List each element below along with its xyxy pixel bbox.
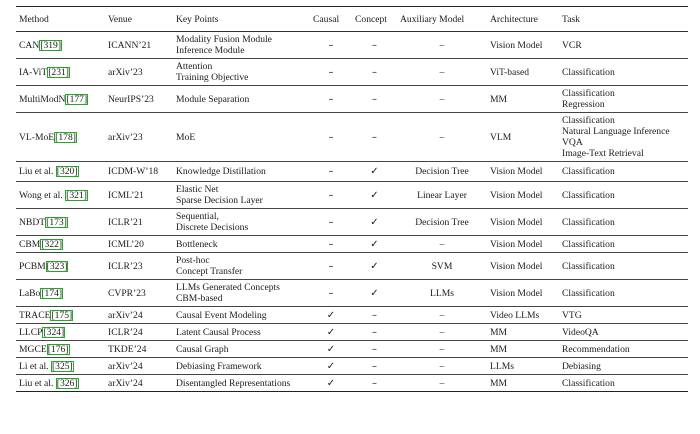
cell-key-points [173,236,310,253]
method-name: Wong et al. [19,189,66,201]
cell-auxiliary-model [397,341,487,358]
venue-text: arXiv’23 [108,66,143,78]
dash-mark: – [328,39,334,51]
task-line: Regression [562,99,605,110]
architecture-text: Vision Model [490,39,543,51]
table-row [16,162,688,182]
table-row [16,280,688,307]
venue-text: NeurIPS’23 [108,93,154,105]
method-name: TRACE [19,309,51,321]
cell-architecture [487,86,559,113]
check-icon: ✓ [370,189,379,201]
key-point-line: Elastic Net [176,184,219,195]
cell-causal [310,375,352,392]
cell-key-points [173,32,310,59]
citation-link[interactable]: [319] [40,39,62,51]
venue-text: ICLR’21 [108,216,143,228]
key-point-line: Inference Module [176,45,245,56]
cell-method [16,32,105,59]
table-row [16,32,688,59]
cell-causal [310,162,352,182]
cell-causal [310,324,352,341]
task-line: Recommendation [562,343,630,355]
cell-key-points [173,113,310,162]
cell-venue [105,358,173,375]
architecture-text: ViT-based [490,66,530,78]
citation-link[interactable]: [177] [66,93,88,105]
task-line: Classification [562,287,615,299]
cell-venue [105,59,173,86]
architecture-text: MM [490,326,508,338]
cell-key-points [173,86,310,113]
header-architecture: Architecture [490,13,538,25]
dash-mark: – [372,309,377,321]
check-icon: ✓ [370,238,379,250]
architecture-text: Video LLMs [490,309,540,321]
architecture-text: MM [490,377,508,389]
dash-mark: – [328,216,334,228]
cell-venue [105,307,173,324]
table-row [16,253,688,280]
cell-concept [352,324,397,341]
key-point-line: Sparse Decision Layer [176,195,263,206]
check-icon: ✓ [326,377,336,389]
cell-venue [105,209,173,236]
key-point-line: Concept Transfer [176,266,243,277]
citation-link[interactable]: [320] [56,166,78,177]
cell-task [559,59,688,86]
method-name: CAN [19,39,40,51]
cell-task [559,236,688,253]
key-point-line: Sequential, [176,211,219,222]
table-row [16,324,688,341]
cell-concept [352,209,397,236]
cell-key-points [173,182,310,209]
key-point-line: Module Separation [176,93,250,105]
cell-venue [105,86,173,113]
table-row [16,209,688,236]
citation-link[interactable]: [322] [41,238,63,250]
cell-causal [310,358,352,375]
check-icon: ✓ [370,166,379,177]
cell-architecture [487,324,559,341]
cell-method [16,209,105,236]
dash-mark: – [328,287,334,299]
auxiliary-model-text: – [439,360,445,372]
task-line: Image-Text Retrieval [562,148,644,159]
cell-method [16,59,105,86]
cell-venue [105,280,173,307]
task-line: Classification [562,66,615,78]
citation-link[interactable]: [326] [56,377,78,389]
venue-text: arXiv’24 [108,377,143,389]
dash-mark: – [372,93,377,105]
task-line: Classification [562,216,615,228]
cell-architecture [487,182,559,209]
auxiliary-model-text: – [439,309,445,321]
dash-mark: – [372,360,377,372]
cell-venue [105,162,173,182]
cell-auxiliary-model [397,209,487,236]
check-icon: ✓ [370,216,379,228]
cell-concept [352,253,397,280]
cell-causal [310,307,352,324]
method-name: LaBo [19,287,41,299]
table-row [16,59,688,86]
cell-task [559,86,688,113]
cell-task [559,32,688,59]
cell-key-points [173,253,310,280]
task-line: Natural Language Inference [562,126,670,137]
cell-auxiliary-model [397,280,487,307]
check-icon: ✓ [370,287,379,299]
method-name: MGCE [19,343,47,355]
cell-concept [352,280,397,307]
method-name: CBM [19,238,41,250]
cell-task [559,280,688,307]
cell-architecture [487,280,559,307]
auxiliary-model-text: – [439,93,445,105]
method-name: NBDT [19,216,46,228]
header-method: Method [19,13,49,25]
cell-causal [310,59,352,86]
cell-venue [105,324,173,341]
cell-method [16,113,105,162]
header-auxiliary-model: Auxiliary Model [400,13,465,25]
cell-method [16,253,105,280]
cell-task [559,358,688,375]
header-key-points: Key Points [176,13,219,25]
dash-mark: – [328,189,334,201]
table-row [16,358,688,375]
cell-causal [310,253,352,280]
header-concept: Concept [355,13,387,25]
key-point-line: Disentangled Representations [176,377,291,389]
venue-text: ICLR’23 [108,260,143,272]
cell-auxiliary-model [397,182,487,209]
header-causal: Causal [313,13,340,25]
venue-text: TKDE’24 [108,343,147,355]
cell-method [16,324,105,341]
cell-concept [352,236,397,253]
auxiliary-model-text: Linear Layer [417,189,467,201]
cell-auxiliary-model [397,86,487,113]
cell-method [16,280,105,307]
venue-text: ICANN’21 [108,39,152,51]
citation-link[interactable]: [173] [46,216,67,228]
check-icon: ✓ [326,326,336,338]
cell-key-points [173,358,310,375]
cell-task [559,341,688,358]
task-line: Classification [562,189,615,201]
key-point-line: Bottleneck [176,238,218,250]
cell-auxiliary-model [397,32,487,59]
cell-causal [310,341,352,358]
cell-venue [105,32,173,59]
cell-auxiliary-model [397,324,487,341]
venue-text: arXiv’24 [108,360,143,372]
task-line: Classification [562,166,615,177]
cell-auxiliary-model [397,253,487,280]
citation-link[interactable]: [178] [55,131,76,143]
task-line: VideoQA [562,326,599,338]
cell-auxiliary-model [397,307,487,324]
dash-mark: – [372,377,377,389]
cell-concept [352,341,397,358]
cell-method [16,182,105,209]
auxiliary-model-text: – [439,343,445,355]
cell-concept [352,32,397,59]
cell-architecture [487,375,559,392]
cell-task [559,162,688,182]
cell-method [16,375,105,392]
cell-venue [105,113,173,162]
architecture-text: Vision Model [490,166,543,177]
cell-auxiliary-model [397,236,487,253]
key-point-line: Training Objective [176,72,249,83]
cell-architecture [487,358,559,375]
cell-auxiliary-model [397,59,487,86]
cell-auxiliary-model [397,358,487,375]
cell-task [559,307,688,324]
table-row [16,182,688,209]
key-point-line: MoE [176,131,196,143]
cell-method [16,162,105,182]
cell-concept [352,358,397,375]
cell-concept [352,86,397,113]
table-row [16,86,688,113]
cell-causal [310,113,352,162]
venue-text: arXiv’24 [108,309,143,321]
key-point-line: Post-hoc [176,255,210,266]
cell-key-points [173,341,310,358]
key-point-line: Debiasing Framework [176,360,262,372]
cell-method [16,341,105,358]
dash-mark: – [328,166,334,177]
auxiliary-model-text: – [439,66,445,78]
cell-causal [310,209,352,236]
key-point-line: Discrete Decisions [176,222,249,233]
check-icon: ✓ [370,260,379,272]
check-icon: ✓ [326,343,336,355]
cell-key-points [173,59,310,86]
auxiliary-model-text: SVM [431,260,453,272]
cell-architecture [487,307,559,324]
cell-task [559,324,688,341]
task-line: VCR [562,39,582,51]
architecture-text: Vision Model [490,260,543,272]
table-row [16,236,688,253]
method-name: LLCP [19,326,43,338]
architecture-text: VLM [490,131,512,143]
venue-text: ICML’20 [108,238,144,250]
cell-key-points [173,375,310,392]
method-name: Li et al. [19,360,51,372]
task-line: VTG [562,309,582,321]
key-point-line: LLMs Generated Concepts [176,282,280,293]
auxiliary-model-text: LLMs [430,287,454,299]
dash-mark: – [372,39,377,51]
architecture-text: Vision Model [490,216,543,228]
cell-causal [310,86,352,113]
dash-mark: – [372,66,377,78]
cell-concept [352,59,397,86]
auxiliary-model-text: Decision Tree [415,166,469,177]
table-row [16,375,688,392]
cell-key-points [173,324,310,341]
citation-link[interactable]: [176] [47,343,69,355]
dash-mark: – [328,260,334,272]
cell-architecture [487,59,559,86]
cell-architecture [487,209,559,236]
key-point-line: Causal Graph [176,343,229,355]
cell-concept [352,375,397,392]
method-name: IA-ViT [19,66,48,78]
cell-venue [105,236,173,253]
cell-architecture [487,253,559,280]
venue-text: ICDM-W’18 [108,166,159,177]
task-line: Classification [562,115,615,126]
cell-architecture [487,236,559,253]
architecture-text: Vision Model [490,287,543,299]
cell-architecture [487,162,559,182]
cell-concept [352,162,397,182]
method-name: VL-MoE [19,131,55,143]
task-line: Classification [562,238,615,250]
auxiliary-model-text: – [439,39,445,51]
auxiliary-model-text: – [439,326,445,338]
comparison-table [16,6,688,392]
dash-mark: – [372,343,377,355]
key-point-line: Latent Causal Process [176,326,261,338]
check-icon: ✓ [326,309,336,321]
task-line: Classification [562,377,615,389]
table-row [16,341,688,358]
cell-architecture [487,341,559,358]
key-point-line: Causal Event Modeling [176,309,267,321]
cell-venue [105,182,173,209]
dash-mark: – [328,238,334,250]
auxiliary-model-text: Decision Tree [415,216,469,228]
cell-architecture [487,113,559,162]
cell-causal [310,236,352,253]
auxiliary-model-text: – [439,377,445,389]
task-line: Classification [562,88,615,99]
cell-auxiliary-model [397,113,487,162]
header-task: Task [562,13,580,25]
cell-auxiliary-model [397,375,487,392]
cell-method [16,358,105,375]
header-row [16,7,688,32]
cell-task [559,182,688,209]
key-point-line: Knowledge Distillation [176,166,266,177]
task-line: Classification [562,260,615,272]
cell-task [559,209,688,236]
key-point-line: CBM-based [176,293,223,304]
cell-concept [352,182,397,209]
cell-causal [310,280,352,307]
cell-venue [105,341,173,358]
architecture-text: LLMs [490,360,514,372]
cell-causal [310,32,352,59]
architecture-text: MM [490,343,508,355]
citation-link[interactable]: [324] [43,326,65,338]
table-row [16,307,688,324]
venue-text: ICML’21 [108,189,144,201]
citation-link[interactable]: [175] [51,309,73,321]
venue-text: ICLR’24 [108,326,143,338]
citation-link[interactable]: [231] [48,66,69,78]
cell-key-points [173,280,310,307]
table-row [16,113,688,162]
task-line: VQA [562,137,583,148]
architecture-text: Vision Model [490,238,543,250]
header-venue: Venue [108,13,132,25]
method-name: Liu et al. [19,377,56,389]
key-point-line: Modality Fusion Module [176,34,272,45]
cell-venue [105,375,173,392]
cell-task [559,253,688,280]
method-name: PCBM [19,260,46,272]
dash-mark: – [328,66,334,78]
cell-key-points [173,307,310,324]
citation-link[interactable]: [323] [46,260,68,272]
task-line: Debiasing [562,360,601,372]
table-body [16,32,688,392]
cell-architecture [487,32,559,59]
architecture-text: Vision Model [490,189,543,201]
citation-link[interactable]: [325] [51,360,73,372]
method-name: MultiModN [19,93,66,105]
dash-mark: – [328,93,334,105]
auxiliary-model-text: – [439,238,445,250]
cell-method [16,307,105,324]
cell-task [559,113,688,162]
dash-mark: – [372,131,377,143]
check-icon: ✓ [326,360,336,372]
cell-method [16,86,105,113]
cell-key-points [173,162,310,182]
cell-auxiliary-model [397,162,487,182]
venue-text: arXiv’23 [108,131,143,143]
dash-mark: – [372,326,377,338]
cell-causal [310,182,352,209]
citation-link[interactable]: [321] [66,189,87,201]
cell-venue [105,253,173,280]
architecture-text: MM [490,93,508,105]
cell-concept [352,113,397,162]
cell-key-points [173,209,310,236]
auxiliary-model-text: – [439,131,445,143]
citation-link[interactable]: [174] [41,287,63,299]
cell-method [16,236,105,253]
venue-text: CVPR’23 [108,287,146,299]
dash-mark: – [328,131,334,143]
cell-task [559,375,688,392]
method-name: Liu et al. [19,166,56,177]
key-point-line: Attention [176,61,213,72]
cell-concept [352,307,397,324]
